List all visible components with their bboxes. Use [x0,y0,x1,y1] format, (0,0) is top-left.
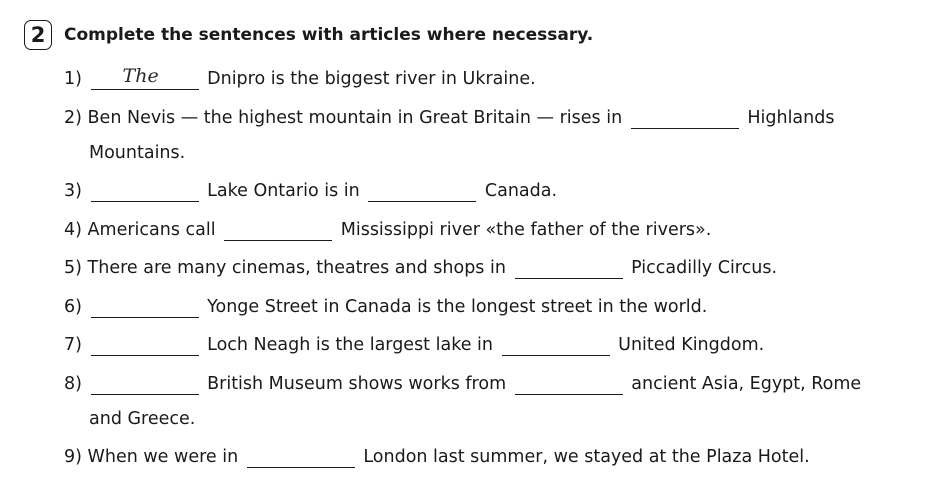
sentence-text: Mountains. [89,142,186,163]
sentence-list [64,62,924,479]
sentence-item [64,213,924,248]
sentence-item [64,328,924,363]
sentence-text: United Kingdom. [618,335,765,355]
item-number: 1) [64,69,82,89]
sentence-text: Highlands [747,107,835,128]
handwritten-answer: The [122,65,159,87]
exercise-instruction: Complete the sentences with articles where necessary. [64,25,594,45]
sentence-text: Loch Neagh is the largest lake in [207,335,493,355]
sentence-item [64,440,924,475]
item-number: 7) [64,335,82,355]
sentence-item [64,251,924,286]
sentence-text: ancient Asia, Egypt, Rome [631,373,862,394]
item-number: 5) [64,258,82,278]
sentence-text: Americans call [87,219,216,240]
answer-blank[interactable] [631,106,739,129]
sentence-text: British Museum shows works from [207,373,507,394]
item-number: 3) [64,181,82,201]
answer-blank[interactable] [247,445,355,468]
sentence-text: Mississippi river «the father of the rivers». [340,219,712,240]
answer-blank[interactable] [515,372,623,395]
answer-blank[interactable] [91,372,199,395]
answer-blank[interactable] [91,333,199,356]
sentence-text: London last summer, we stayed at the Plaza Hotel. [363,447,810,467]
exercise-header [24,18,593,52]
sentence-item [64,62,924,97]
item-number: 9) [64,447,82,467]
answer-blank[interactable] [368,179,476,202]
answer-blank[interactable] [91,67,199,90]
exercise-number-badge: 2 [24,20,52,50]
answer-blank[interactable] [224,218,332,241]
item-number: 2) [64,107,82,128]
sentence-text: Ben Nevis — the highest mountain in Great Britain — rises in [87,107,623,128]
sentence-item [64,290,924,325]
sentence-text: There are many cinemas, theatres and shops in [87,258,506,278]
sentence-item [64,101,924,136]
sentence-text: Canada. [484,181,558,201]
item-number: 6) [64,296,82,317]
answer-blank[interactable] [91,179,199,202]
sentence-continuation [64,136,924,171]
sentence-item [64,174,924,209]
sentence-text: Yonge Street in Canada is the longest street in the world. [207,296,708,317]
answer-blank[interactable] [502,333,610,356]
sentence-text: Lake Ontario is in [207,181,360,201]
sentence-text: and Greece. [89,408,196,429]
sentence-text: Piccadilly Circus. [631,258,778,278]
sentence-text: When we were in [87,447,239,467]
sentence-text: Dnipro is the biggest river in Ukraine. [207,69,536,89]
sentence-continuation [64,402,924,437]
item-number: 8) [64,373,82,394]
sentence-item [64,367,924,402]
answer-blank[interactable] [91,295,199,318]
item-number: 4) [64,219,82,240]
answer-blank[interactable] [515,256,623,279]
